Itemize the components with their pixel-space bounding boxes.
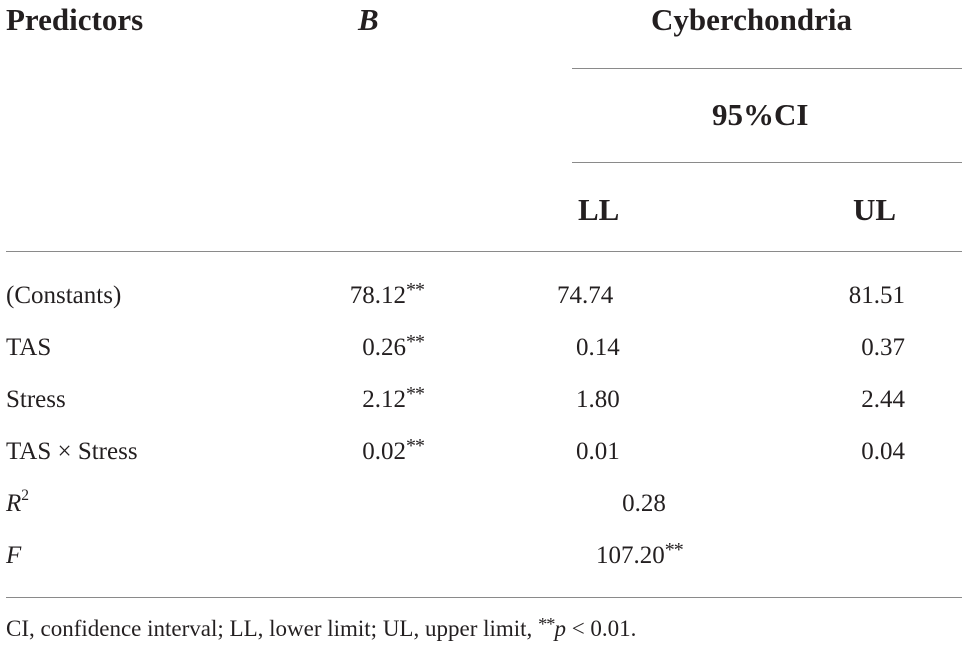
row-ul: 0.04 — [861, 438, 905, 465]
row-predictor: Stress — [6, 386, 66, 413]
row-predictor: (Constants) — [6, 282, 122, 309]
row-predictor: TAS — [6, 334, 52, 361]
f-value-number: 107.20 — [596, 542, 665, 569]
header-95ci: 95%CI — [712, 97, 809, 132]
r2-label — [6, 489, 29, 519]
footnote-sig-mark: ** — [538, 613, 555, 634]
r2-value: 0.28 — [622, 490, 666, 517]
f-label — [6, 541, 21, 571]
r2-label-base: R — [6, 490, 22, 517]
significance-mark: ** — [406, 279, 424, 301]
row-b-value: 78.12 — [349, 282, 406, 309]
header-predictors: Predictors — [6, 2, 144, 37]
footnote-text: CI, confidence interval; LL, lower limit; UL, upper limit, — [6, 616, 539, 641]
significance-mark: ** — [406, 383, 424, 405]
rule-under-header — [6, 251, 962, 252]
header-ul: UL — [853, 192, 897, 227]
row-ul: 2.44 — [861, 386, 905, 413]
table-footnote — [6, 615, 636, 644]
f-value — [596, 541, 683, 572]
row-predictor: TAS × Stress — [6, 438, 138, 465]
row-b — [362, 333, 424, 364]
row-ll: 74.74 — [557, 282, 614, 309]
row-b — [362, 385, 424, 416]
row-ul: 0.37 — [861, 334, 905, 361]
header-ll: LL — [578, 192, 620, 227]
row-b — [350, 281, 424, 312]
footnote-tail: < 0.01. — [565, 616, 637, 641]
f-label-text: F — [6, 542, 22, 569]
row-b — [362, 437, 424, 468]
row-ul: 81.51 — [848, 282, 905, 309]
significance-mark: ** — [406, 435, 424, 457]
r2-label-sup: 2 — [21, 487, 30, 505]
row-b-value: 0.02 — [362, 438, 406, 465]
row-ll: 1.80 — [576, 386, 620, 413]
rule-under-ci — [572, 162, 962, 163]
header-cyberchondria: Cyberchondria — [651, 2, 852, 37]
significance-mark: ** — [664, 539, 683, 561]
rule-under-outcome — [572, 68, 962, 69]
footnote-p-symbol: p — [554, 616, 566, 641]
row-b-value: 0.26 — [362, 334, 406, 361]
row-ll: 0.14 — [576, 334, 620, 361]
rule-table-bottom — [6, 597, 962, 598]
row-b-value: 2.12 — [362, 386, 406, 413]
header-b — [358, 2, 379, 38]
header-b-label: B — [358, 2, 379, 37]
row-ll: 0.01 — [576, 438, 620, 465]
significance-mark: ** — [406, 331, 424, 353]
